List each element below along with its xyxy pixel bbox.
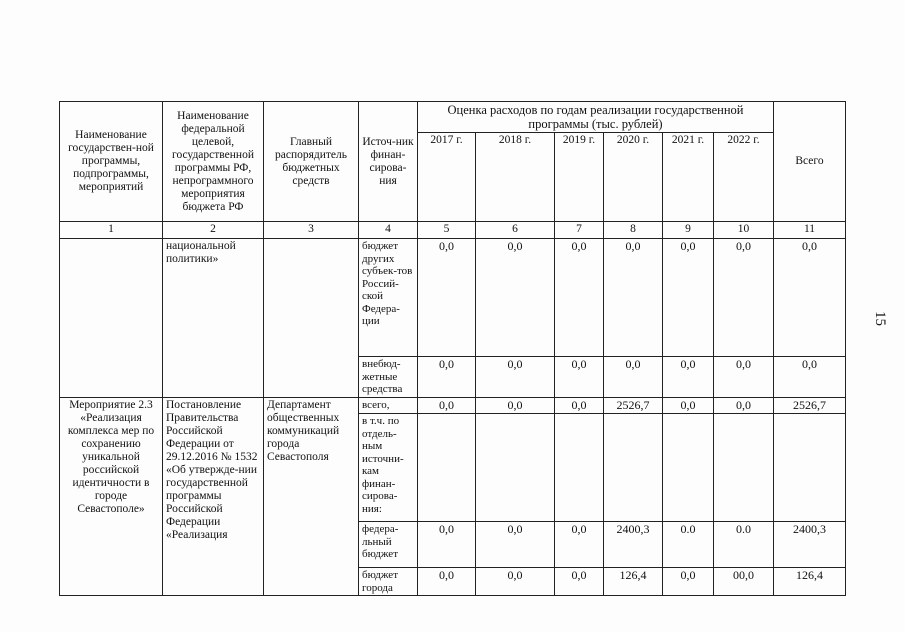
continued-manager-cell [264, 239, 359, 398]
value-cell: 0,0 [714, 239, 774, 357]
value-cell: 0,0 [476, 398, 555, 414]
value-cell: 2400,3 [604, 522, 663, 568]
funding-source-cell: бюджет города [359, 568, 418, 596]
header-year: 2017 г. [418, 133, 476, 222]
value-cell: 0,0 [604, 239, 663, 357]
value-cell: 00,0 [714, 568, 774, 596]
header-budget-manager: Главный распорядитель бюджетных средств [264, 102, 359, 222]
value-cell-total [774, 414, 846, 522]
value-cell: 0,0 [476, 522, 555, 568]
value-cell: 0.0 [714, 522, 774, 568]
column-index: 7 [555, 222, 604, 239]
value-cell [418, 414, 476, 522]
value-cell: 0,0 [555, 522, 604, 568]
header-total: Всего [774, 102, 846, 222]
column-index: 11 [774, 222, 846, 239]
funding-source-cell: всего, [359, 398, 418, 414]
value-cell: 0,0 [418, 239, 476, 357]
column-index-row [60, 222, 846, 239]
activity-manager-cell: Департамент общественных коммуникаций города Севастополя [264, 398, 359, 596]
header-year: 2021 г. [663, 133, 714, 222]
header-row [60, 102, 846, 133]
funding-source-cell: в т.ч. по отдель-ным источни-кам финан-сирова-ния: [359, 414, 418, 522]
value-cell: 0,0 [714, 357, 774, 398]
value-cell: 0,0 [418, 522, 476, 568]
value-cell: 0,0 [476, 239, 555, 357]
value-cell: 0,0 [476, 357, 555, 398]
column-index: 9 [663, 222, 714, 239]
column-index: 8 [604, 222, 663, 239]
value-cell: 0,0 [663, 357, 714, 398]
value-cell: 0,0 [604, 357, 663, 398]
value-cell-total: 0,0 [774, 239, 846, 357]
funding-source-cell: федера-льный бюджет [359, 522, 418, 568]
activity-federal-program-cell: Постановление Правительства Российской Федерации от 29.12.2016 № 1532 «Об утвержде-нии государственной программы Российской Федерации «Реализация [163, 398, 264, 596]
continued-program-cell [60, 239, 163, 398]
value-cell-total: 2526,7 [774, 398, 846, 414]
value-cell [476, 414, 555, 522]
funding-source-cell: бюджет других субъек-тов Россий-ской Федера-ции [359, 239, 418, 357]
column-index: 4 [359, 222, 418, 239]
value-cell: 2526,7 [604, 398, 663, 414]
value-cell [604, 414, 663, 522]
value-cell: 0,0 [555, 239, 604, 357]
header-funding-source: Источ-ник финан-сирова-ния [359, 102, 418, 222]
value-cell [555, 414, 604, 522]
value-cell: 0,0 [418, 568, 476, 596]
value-cell: 0,0 [663, 568, 714, 596]
value-cell [663, 414, 714, 522]
table-row [60, 239, 846, 357]
column-index: 1 [60, 222, 163, 239]
column-index: 10 [714, 222, 774, 239]
value-cell: 0,0 [418, 398, 476, 414]
continued-federal-program-cell: национальной политики» [163, 239, 264, 398]
value-cell-total: 2400,3 [774, 522, 846, 568]
budget-table [59, 101, 846, 596]
header-year: 2022 г. [714, 133, 774, 222]
value-cell: 0,0 [663, 239, 714, 357]
value-cell: 0,0 [555, 568, 604, 596]
funding-source-cell: внебюд-жетные средства [359, 357, 418, 398]
activity-name-cell: Мероприятие 2.3 «Реализация комплекса мер по сохранению уникальной российской идентичности в городе Севастополе» [60, 398, 163, 596]
header-expense-estimate: Оценка расходов по годам реализации государственной программы (тыс. рублей) [418, 102, 774, 133]
value-cell: 0,0 [555, 398, 604, 414]
value-cell: 0,0 [714, 398, 774, 414]
column-index: 3 [264, 222, 359, 239]
value-cell: 126,4 [604, 568, 663, 596]
value-cell: 0,0 [555, 357, 604, 398]
value-cell [714, 414, 774, 522]
value-cell-total: 0,0 [774, 357, 846, 398]
header-federal-program: Наименование федеральной целевой, государственной программы РФ, непрограммного мероприятия бюджета РФ [163, 102, 264, 222]
header-program-name: Наименование государствен-ной программы, подпрограммы, мероприятий [60, 102, 163, 222]
value-cell: 0,0 [418, 357, 476, 398]
table-row [60, 398, 846, 414]
page-number: 15 [872, 311, 888, 326]
column-index: 2 [163, 222, 264, 239]
value-cell: 0,0 [663, 398, 714, 414]
value-cell-total: 126,4 [774, 568, 846, 596]
value-cell: 0,0 [476, 568, 555, 596]
header-year: 2018 г. [476, 133, 555, 222]
header-year: 2020 г. [604, 133, 663, 222]
column-index: 5 [418, 222, 476, 239]
column-index: 6 [476, 222, 555, 239]
value-cell: 0.0 [663, 522, 714, 568]
header-year: 2019 г. [555, 133, 604, 222]
